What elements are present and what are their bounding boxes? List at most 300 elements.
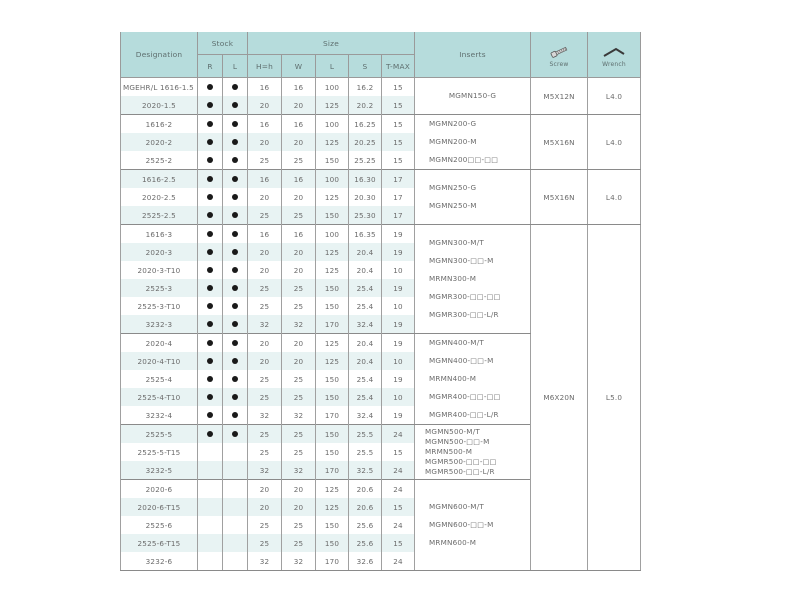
size-w-cell: 25	[282, 443, 316, 461]
size-s-cell: 32.4	[349, 406, 382, 425]
inserts-cell	[415, 334, 531, 425]
size-w-cell: 32	[282, 315, 316, 334]
stock-r-cell	[198, 297, 223, 315]
table-row	[121, 170, 641, 189]
size-tmax-cell: 15	[382, 133, 415, 151]
in-stock-dot-icon	[207, 194, 213, 200]
size-h-cell: 16	[248, 115, 282, 134]
stock-l-cell	[223, 115, 248, 134]
stock-r-cell	[198, 388, 223, 406]
size-tmax-cell: 19	[382, 370, 415, 388]
size-h-cell: 25	[248, 279, 282, 297]
size-tmax-cell: 15	[382, 534, 415, 552]
size-h-cell: 25	[248, 425, 282, 444]
size-tmax-cell: 19	[382, 334, 415, 353]
size-l-cell: 150	[316, 151, 349, 170]
stock-l-cell	[223, 480, 248, 499]
table-row	[121, 225, 641, 244]
size-h-cell: 16	[248, 225, 282, 244]
size-h-cell: 20	[248, 498, 282, 516]
stock-r-cell	[198, 406, 223, 425]
size-l-cell: 125	[316, 188, 349, 206]
designation-cell: 1616-2.5	[121, 170, 198, 189]
insert-code: MGMN500-M/T	[425, 427, 480, 436]
size-tmax-cell: 15	[382, 151, 415, 170]
in-stock-dot-icon	[232, 340, 238, 346]
table-body	[121, 78, 641, 571]
size-s-cell: 20.4	[349, 334, 382, 353]
insert-code: MRMN400-M	[429, 374, 477, 383]
in-stock-dot-icon	[232, 267, 238, 273]
designation-cell: 2525-6-T15	[121, 534, 198, 552]
stock-r-cell	[198, 552, 223, 571]
table-row	[121, 115, 641, 134]
holder-spec-table	[120, 32, 641, 571]
size-h-cell: 25	[248, 534, 282, 552]
stock-l-cell	[223, 388, 248, 406]
size-w-cell: 16	[282, 170, 316, 189]
size-tmax-cell: 24	[382, 516, 415, 534]
size-l-cell: 125	[316, 133, 349, 151]
in-stock-dot-icon	[207, 121, 213, 127]
size-h-cell: 20	[248, 243, 282, 261]
stock-l-cell	[223, 279, 248, 297]
size-s-cell: 32.6	[349, 552, 382, 571]
size-l-cell: 100	[316, 170, 349, 189]
in-stock-dot-icon	[232, 303, 238, 309]
size-l-cell: 150	[316, 516, 349, 534]
in-stock-dot-icon	[207, 358, 213, 364]
size-tmax-cell: 10	[382, 261, 415, 279]
insert-code: MGMR400-□□-□□	[429, 392, 501, 401]
in-stock-dot-icon	[232, 176, 238, 182]
header-size-tmax: T-MAX	[382, 55, 415, 78]
designation-cell: 3232-5	[121, 461, 198, 480]
designation-cell: 2020-6	[121, 480, 198, 499]
size-tmax-cell: 17	[382, 170, 415, 189]
designation-cell: 2525-3-T10	[121, 297, 198, 315]
screw-cell: M5X12N	[531, 78, 588, 115]
designation-cell: 1616-3	[121, 225, 198, 244]
size-h-cell: 16	[248, 78, 282, 97]
designation-cell: 3232-3	[121, 315, 198, 334]
size-s-cell: 20.4	[349, 243, 382, 261]
insert-code: MRMN300-M	[429, 274, 477, 283]
insert-code: MGMR300-□□-□□	[429, 292, 501, 301]
designation-cell: 2525-5-T15	[121, 443, 198, 461]
wrench-cell: L4.0	[588, 115, 641, 170]
stock-r-cell	[198, 498, 223, 516]
size-s-cell: 25.4	[349, 279, 382, 297]
stock-l-cell	[223, 443, 248, 461]
stock-r-cell	[198, 461, 223, 480]
size-w-cell: 20	[282, 96, 316, 115]
stock-l-cell	[223, 461, 248, 480]
size-h-cell: 32	[248, 552, 282, 571]
insert-code: MGMN150-G	[448, 91, 497, 100]
in-stock-dot-icon	[207, 267, 213, 273]
size-tmax-cell: 15	[382, 443, 415, 461]
in-stock-dot-icon	[232, 285, 238, 291]
size-l-cell: 125	[316, 498, 349, 516]
in-stock-dot-icon	[232, 231, 238, 237]
size-w-cell: 16	[282, 78, 316, 97]
designation-cell: 2020-1.5	[121, 96, 198, 115]
stock-l-cell	[223, 206, 248, 225]
size-l-cell: 125	[316, 334, 349, 353]
stock-r-cell	[198, 516, 223, 534]
size-tmax-cell: 10	[382, 297, 415, 315]
designation-cell: 2525-4-T10	[121, 388, 198, 406]
size-s-cell: 25.5	[349, 425, 382, 444]
size-w-cell: 25	[282, 425, 316, 444]
size-s-cell: 25.30	[349, 206, 382, 225]
size-s-cell: 20.6	[349, 480, 382, 499]
in-stock-dot-icon	[207, 340, 213, 346]
table-row	[121, 78, 641, 97]
designation-cell: 2020-6-T15	[121, 498, 198, 516]
in-stock-dot-icon	[232, 394, 238, 400]
size-h-cell: 25	[248, 443, 282, 461]
in-stock-dot-icon	[232, 431, 238, 437]
designation-cell: 2525-5	[121, 425, 198, 444]
screw-cell: M6X20N	[531, 225, 588, 571]
size-s-cell: 20.30	[349, 188, 382, 206]
designation-cell: 2020-4	[121, 334, 198, 353]
size-w-cell: 20	[282, 498, 316, 516]
size-s-cell: 20.4	[349, 261, 382, 279]
size-tmax-cell: 10	[382, 388, 415, 406]
designation-cell: 2020-3	[121, 243, 198, 261]
stock-r-cell	[198, 206, 223, 225]
header-size-s: S	[349, 55, 382, 78]
size-h-cell: 20	[248, 96, 282, 115]
in-stock-dot-icon	[207, 412, 213, 418]
size-h-cell: 20	[248, 480, 282, 499]
stock-l-cell	[223, 261, 248, 279]
header-inserts: Inserts	[415, 32, 531, 78]
wrench-cell: L4.0	[588, 78, 641, 115]
stock-r-cell	[198, 170, 223, 189]
in-stock-dot-icon	[207, 231, 213, 237]
size-l-cell: 150	[316, 388, 349, 406]
stock-l-cell	[223, 315, 248, 334]
size-w-cell: 20	[282, 133, 316, 151]
stock-r-cell	[198, 443, 223, 461]
stock-l-cell	[223, 552, 248, 571]
in-stock-dot-icon	[207, 303, 213, 309]
size-h-cell: 32	[248, 406, 282, 425]
size-tmax-cell: 15	[382, 78, 415, 97]
in-stock-dot-icon	[207, 321, 213, 327]
stock-l-cell	[223, 516, 248, 534]
size-s-cell: 25.4	[349, 297, 382, 315]
size-tmax-cell: 24	[382, 552, 415, 571]
stock-l-cell	[223, 243, 248, 261]
stock-l-cell	[223, 334, 248, 353]
screw-cell: M5X16N	[531, 170, 588, 225]
stock-r-cell	[198, 78, 223, 97]
stock-l-cell	[223, 225, 248, 244]
size-h-cell: 20	[248, 188, 282, 206]
in-stock-dot-icon	[232, 358, 238, 364]
size-s-cell: 25.6	[349, 516, 382, 534]
inserts-cell	[415, 480, 531, 571]
size-w-cell: 25	[282, 279, 316, 297]
insert-code: MGMN250-G	[429, 183, 477, 192]
size-s-cell: 16.30	[349, 170, 382, 189]
size-l-cell: 150	[316, 370, 349, 388]
size-h-cell: 32	[248, 315, 282, 334]
inserts-cell	[415, 425, 531, 480]
insert-code: MGMR500-□□-L/R	[425, 467, 495, 476]
insert-code: MGMN200□□-□□	[429, 155, 499, 164]
size-s-cell: 16.35	[349, 225, 382, 244]
size-s-cell: 25.25	[349, 151, 382, 170]
stock-l-cell	[223, 498, 248, 516]
hex-wrench-icon	[602, 46, 626, 58]
size-w-cell: 20	[282, 334, 316, 353]
insert-code: MGMN600-M/T	[429, 502, 484, 511]
size-tmax-cell: 19	[382, 225, 415, 244]
size-w-cell: 25	[282, 206, 316, 225]
in-stock-dot-icon	[207, 84, 213, 90]
in-stock-dot-icon	[232, 321, 238, 327]
in-stock-dot-icon	[232, 212, 238, 218]
size-s-cell: 16.2	[349, 78, 382, 97]
header-stock: Stock	[198, 32, 248, 55]
size-h-cell: 25	[248, 370, 282, 388]
stock-l-cell	[223, 370, 248, 388]
in-stock-dot-icon	[207, 139, 213, 145]
stock-l-cell	[223, 151, 248, 170]
size-tmax-cell: 10	[382, 352, 415, 370]
designation-cell: 2525-6	[121, 516, 198, 534]
size-h-cell: 20	[248, 352, 282, 370]
stock-l-cell	[223, 297, 248, 315]
in-stock-dot-icon	[232, 376, 238, 382]
size-w-cell: 20	[282, 243, 316, 261]
size-tmax-cell: 24	[382, 461, 415, 480]
insert-code: MGMR500-□□-□□	[425, 457, 497, 466]
size-h-cell: 20	[248, 133, 282, 151]
size-h-cell: 20	[248, 261, 282, 279]
designation-cell: MGEHR/L 1616-1.5	[121, 78, 198, 97]
size-l-cell: 150	[316, 534, 349, 552]
size-l-cell: 170	[316, 315, 349, 334]
stock-l-cell	[223, 406, 248, 425]
in-stock-dot-icon	[232, 412, 238, 418]
stock-r-cell	[198, 480, 223, 499]
stock-l-cell	[223, 534, 248, 552]
size-h-cell: 25	[248, 516, 282, 534]
size-s-cell: 25.4	[349, 370, 382, 388]
in-stock-dot-icon	[207, 102, 213, 108]
stock-l-cell	[223, 96, 248, 115]
insert-code: MGMN300-□□-M	[429, 256, 494, 265]
stock-l-cell	[223, 425, 248, 444]
designation-cell: 1616-2	[121, 115, 198, 134]
screw-icon	[549, 46, 569, 58]
designation-cell: 2525-4	[121, 370, 198, 388]
in-stock-dot-icon	[207, 176, 213, 182]
stock-r-cell	[198, 151, 223, 170]
stock-r-cell	[198, 261, 223, 279]
inserts-cell	[415, 115, 531, 170]
size-w-cell: 20	[282, 480, 316, 499]
in-stock-dot-icon	[232, 102, 238, 108]
header-size-l: L	[316, 55, 349, 78]
inserts-cell	[415, 225, 531, 334]
size-w-cell: 20	[282, 261, 316, 279]
size-w-cell: 25	[282, 534, 316, 552]
header-screw	[531, 32, 588, 78]
size-s-cell: 25.5	[349, 443, 382, 461]
in-stock-dot-icon	[207, 285, 213, 291]
size-tmax-cell: 15	[382, 498, 415, 516]
designation-cell: 3232-4	[121, 406, 198, 425]
stock-r-cell	[198, 243, 223, 261]
insert-code: MGMN250-M	[429, 201, 477, 210]
size-tmax-cell: 15	[382, 96, 415, 115]
size-l-cell: 125	[316, 261, 349, 279]
size-l-cell: 100	[316, 78, 349, 97]
size-tmax-cell: 24	[382, 425, 415, 444]
size-s-cell: 20.2	[349, 96, 382, 115]
size-w-cell: 25	[282, 151, 316, 170]
size-h-cell: 25	[248, 297, 282, 315]
stock-r-cell	[198, 279, 223, 297]
size-w-cell: 16	[282, 115, 316, 134]
size-l-cell: 100	[316, 225, 349, 244]
stock-r-cell	[198, 315, 223, 334]
insert-code: MGMN200-M	[429, 137, 477, 146]
size-w-cell: 32	[282, 406, 316, 425]
wrench-cell: L4.0	[588, 170, 641, 225]
size-tmax-cell: 17	[382, 206, 415, 225]
stock-r-cell	[198, 115, 223, 134]
size-l-cell: 150	[316, 425, 349, 444]
size-h-cell: 32	[248, 461, 282, 480]
size-tmax-cell: 19	[382, 243, 415, 261]
designation-cell: 3232-6	[121, 552, 198, 571]
designation-cell: 2525-2.5	[121, 206, 198, 225]
size-w-cell: 25	[282, 370, 316, 388]
stock-r-cell	[198, 425, 223, 444]
size-tmax-cell: 24	[382, 480, 415, 499]
designation-cell: 2020-4-T10	[121, 352, 198, 370]
insert-code: MGMR300-□□-L/R	[429, 310, 499, 319]
size-w-cell: 32	[282, 552, 316, 571]
header-wrench-label: Wrench	[602, 60, 626, 68]
size-l-cell: 170	[316, 552, 349, 571]
screw-cell: M5X16N	[531, 115, 588, 170]
stock-l-cell	[223, 133, 248, 151]
designation-cell: 2020-2	[121, 133, 198, 151]
stock-l-cell	[223, 352, 248, 370]
size-l-cell: 170	[316, 461, 349, 480]
size-s-cell: 32.5	[349, 461, 382, 480]
size-w-cell: 32	[282, 461, 316, 480]
size-l-cell: 125	[316, 480, 349, 499]
header-screw-label: Screw	[549, 60, 569, 68]
stock-r-cell	[198, 370, 223, 388]
size-s-cell: 25.6	[349, 534, 382, 552]
designation-cell: 2020-2.5	[121, 188, 198, 206]
size-h-cell: 25	[248, 206, 282, 225]
insert-code: MGMN500-□□-M	[425, 437, 490, 446]
designation-cell: 2525-3	[121, 279, 198, 297]
size-l-cell: 150	[316, 443, 349, 461]
size-l-cell: 125	[316, 352, 349, 370]
insert-code: MGMN600-□□-M	[429, 520, 494, 529]
size-h-cell: 25	[248, 151, 282, 170]
size-tmax-cell: 19	[382, 406, 415, 425]
in-stock-dot-icon	[232, 121, 238, 127]
size-h-cell: 25	[248, 388, 282, 406]
stock-l-cell	[223, 188, 248, 206]
size-l-cell: 150	[316, 279, 349, 297]
size-l-cell: 150	[316, 206, 349, 225]
stock-r-cell	[198, 352, 223, 370]
size-s-cell: 20.4	[349, 352, 382, 370]
size-s-cell: 25.4	[349, 388, 382, 406]
insert-code: MRMN500-M	[425, 447, 473, 456]
wrench-cell: L5.0	[588, 225, 641, 571]
in-stock-dot-icon	[232, 194, 238, 200]
size-h-cell: 20	[248, 334, 282, 353]
designation-cell: 2020-3-T10	[121, 261, 198, 279]
in-stock-dot-icon	[232, 84, 238, 90]
size-tmax-cell: 17	[382, 188, 415, 206]
header-designation: Designation	[121, 32, 198, 78]
size-l-cell: 125	[316, 96, 349, 115]
size-h-cell: 16	[248, 170, 282, 189]
in-stock-dot-icon	[207, 394, 213, 400]
designation-cell: 2525-2	[121, 151, 198, 170]
stock-l-cell	[223, 78, 248, 97]
insert-code: MRMN600-M	[429, 538, 477, 547]
size-w-cell: 16	[282, 225, 316, 244]
stock-r-cell	[198, 534, 223, 552]
insert-code: MGMN400-□□-M	[429, 356, 494, 365]
stock-r-cell	[198, 225, 223, 244]
in-stock-dot-icon	[207, 376, 213, 382]
in-stock-dot-icon	[232, 139, 238, 145]
inserts-cell	[415, 78, 531, 115]
insert-code: MGMN400-M/T	[429, 338, 484, 347]
in-stock-dot-icon	[207, 249, 213, 255]
size-l-cell: 100	[316, 115, 349, 134]
header-size: Size	[248, 32, 415, 55]
in-stock-dot-icon	[232, 249, 238, 255]
size-w-cell: 20	[282, 352, 316, 370]
size-w-cell: 25	[282, 516, 316, 534]
stock-l-cell	[223, 170, 248, 189]
in-stock-dot-icon	[232, 157, 238, 163]
stock-r-cell	[198, 188, 223, 206]
header-size-h: H=h	[248, 55, 282, 78]
size-l-cell: 170	[316, 406, 349, 425]
size-l-cell: 125	[316, 243, 349, 261]
in-stock-dot-icon	[207, 212, 213, 218]
size-w-cell: 25	[282, 297, 316, 315]
header-size-w: W	[282, 55, 316, 78]
inserts-cell	[415, 170, 531, 225]
size-tmax-cell: 15	[382, 115, 415, 134]
size-s-cell: 20.6	[349, 498, 382, 516]
size-tmax-cell: 19	[382, 279, 415, 297]
